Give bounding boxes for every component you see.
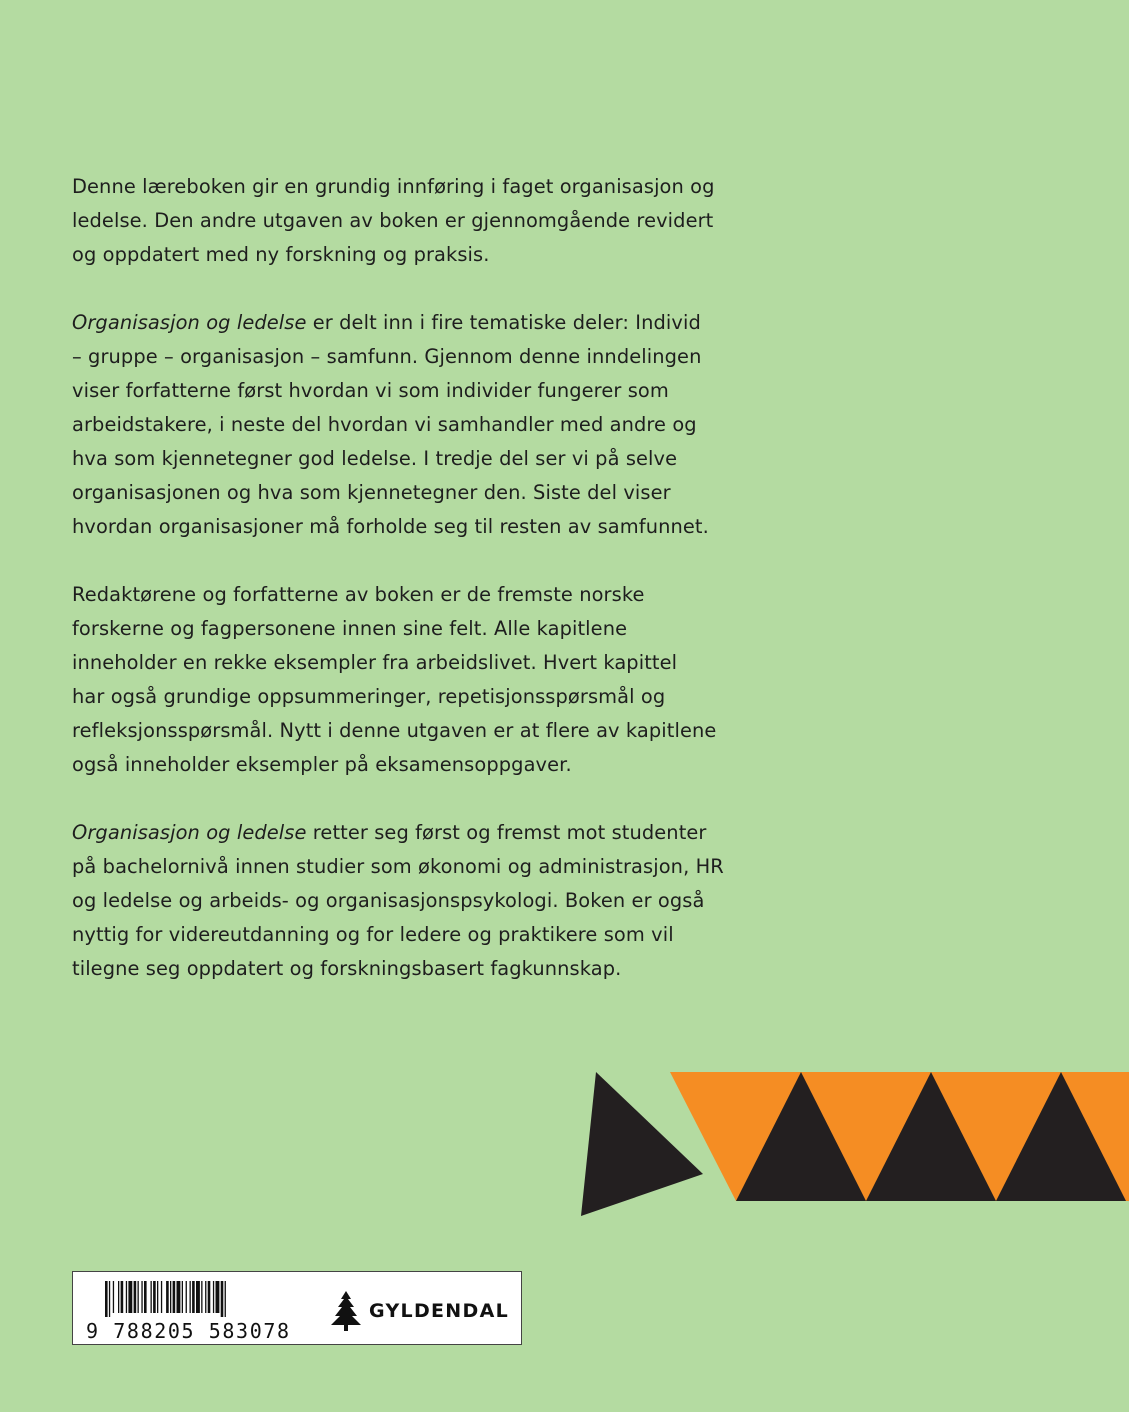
barcode-bar bbox=[201, 1281, 202, 1313]
barcode-bar bbox=[109, 1281, 110, 1317]
barcode-bar bbox=[177, 1281, 181, 1313]
barcode-bar bbox=[186, 1281, 187, 1313]
text-line bbox=[72, 816, 732, 850]
barcode-bar bbox=[192, 1281, 195, 1313]
barcode-bar bbox=[118, 1281, 119, 1313]
text-line: hvordan organisasjoner må forholde seg til resten av samfunnet. bbox=[72, 515, 709, 538]
text-line: Redaktørene og forfatterne av boken er de fremste norske bbox=[72, 583, 645, 606]
text-line: nyttig for videreutdanning og for ledere og praktikere som vil bbox=[72, 923, 674, 946]
barcode-bar bbox=[190, 1281, 191, 1313]
text-line bbox=[72, 306, 732, 340]
text-line: arbeidstakere, i neste del hvordan vi samhandler med andre og bbox=[72, 413, 697, 436]
barcode-bar bbox=[151, 1281, 152, 1313]
text-line: tilegne seg oppdatert og forskningsbasert fagkunnskap. bbox=[72, 957, 622, 980]
publisher-logo bbox=[329, 1290, 509, 1332]
barcode-bar bbox=[157, 1281, 158, 1313]
text-line: viser forfatterne først hvordan vi som individer fungerer som bbox=[72, 379, 669, 402]
publisher-name: GYLDENDAL bbox=[369, 1300, 509, 1322]
barcode-bar bbox=[161, 1281, 162, 1313]
book-title-italic: Organisasjon og ledelse bbox=[72, 311, 307, 334]
text-fragment: retter seg først og fremst mot studenter bbox=[306, 821, 707, 844]
text-line: og oppdatert med ny forskning og praksis. bbox=[72, 243, 490, 266]
text-line: også inneholder eksempler på eksamensoppgaver. bbox=[72, 753, 572, 776]
barcode-bar bbox=[170, 1281, 171, 1313]
paragraph-structure bbox=[72, 306, 732, 544]
text-line: hva som kjennetegner god ledelse. I tredje del ser vi på selve bbox=[72, 447, 678, 470]
barcode-bar bbox=[128, 1281, 132, 1313]
isbn-barcode bbox=[85, 1281, 305, 1317]
text-line: ledelse. Den andre utgaven av boken er gjennomgående revidert bbox=[72, 209, 714, 232]
isbn-number: 9 788205 583078 bbox=[86, 1319, 291, 1343]
barcode-bar bbox=[208, 1281, 211, 1313]
barcode-bar bbox=[213, 1281, 214, 1313]
fir-tree-icon bbox=[329, 1290, 363, 1332]
text-line: inneholder en rekke eksempler fra arbeidslivet. Hvert kapittel bbox=[72, 651, 678, 674]
barcode-bar bbox=[113, 1281, 114, 1313]
barcode-bar bbox=[205, 1281, 206, 1313]
text-line: på bachelornivå innen studier som økonomi og administrasjon, HR bbox=[72, 855, 724, 878]
paragraph-audience bbox=[72, 816, 732, 986]
barcode-bar bbox=[141, 1281, 142, 1313]
text-line: forskerne og fagpersonene innen sine felt. Alle kapitlene bbox=[72, 617, 628, 640]
back-cover-blurb bbox=[72, 170, 732, 1020]
text-line: – gruppe – organisasjon – samfunn. Gjennom denne inndelingen bbox=[72, 345, 702, 368]
barcode-bar bbox=[221, 1281, 224, 1317]
barcode-bar bbox=[121, 1281, 124, 1313]
barcode-bar bbox=[182, 1281, 183, 1313]
barcode-bar bbox=[153, 1281, 156, 1313]
book-title-italic: Organisasjon og ledelse bbox=[72, 821, 307, 844]
barcode-bar bbox=[216, 1281, 220, 1313]
text-line: og ledelse og arbeids- og organisasjonspsykologi. Boken er også bbox=[72, 889, 705, 912]
barcode-bar bbox=[134, 1281, 137, 1313]
paragraph-intro bbox=[72, 170, 732, 272]
barcode-bar bbox=[225, 1281, 226, 1317]
barcode-panel bbox=[72, 1271, 522, 1345]
barcode-bar bbox=[138, 1281, 139, 1313]
barcode-bar bbox=[144, 1281, 147, 1313]
text-line: Denne læreboken gir en grundig innføring i faget organisasjon og bbox=[72, 175, 715, 198]
barcode-bar bbox=[196, 1281, 200, 1313]
barcode-bar bbox=[105, 1281, 108, 1317]
text-line: refleksjonsspørsmål. Nytt i denne utgaven er at flere av kapitlene bbox=[72, 719, 717, 742]
text-line: organisasjonen og hva som kjennetegner den. Siste del viser bbox=[72, 481, 671, 504]
paragraph-authors bbox=[72, 578, 732, 782]
barcode-bar bbox=[126, 1281, 127, 1313]
text-fragment: er delt inn i fire tematiske deler: Individ bbox=[306, 311, 701, 334]
text-line: har også grundige oppsummeringer, repetisjonsspørsmål og bbox=[72, 685, 666, 708]
barcode-bar bbox=[173, 1281, 176, 1313]
barcode-bar bbox=[166, 1281, 169, 1313]
